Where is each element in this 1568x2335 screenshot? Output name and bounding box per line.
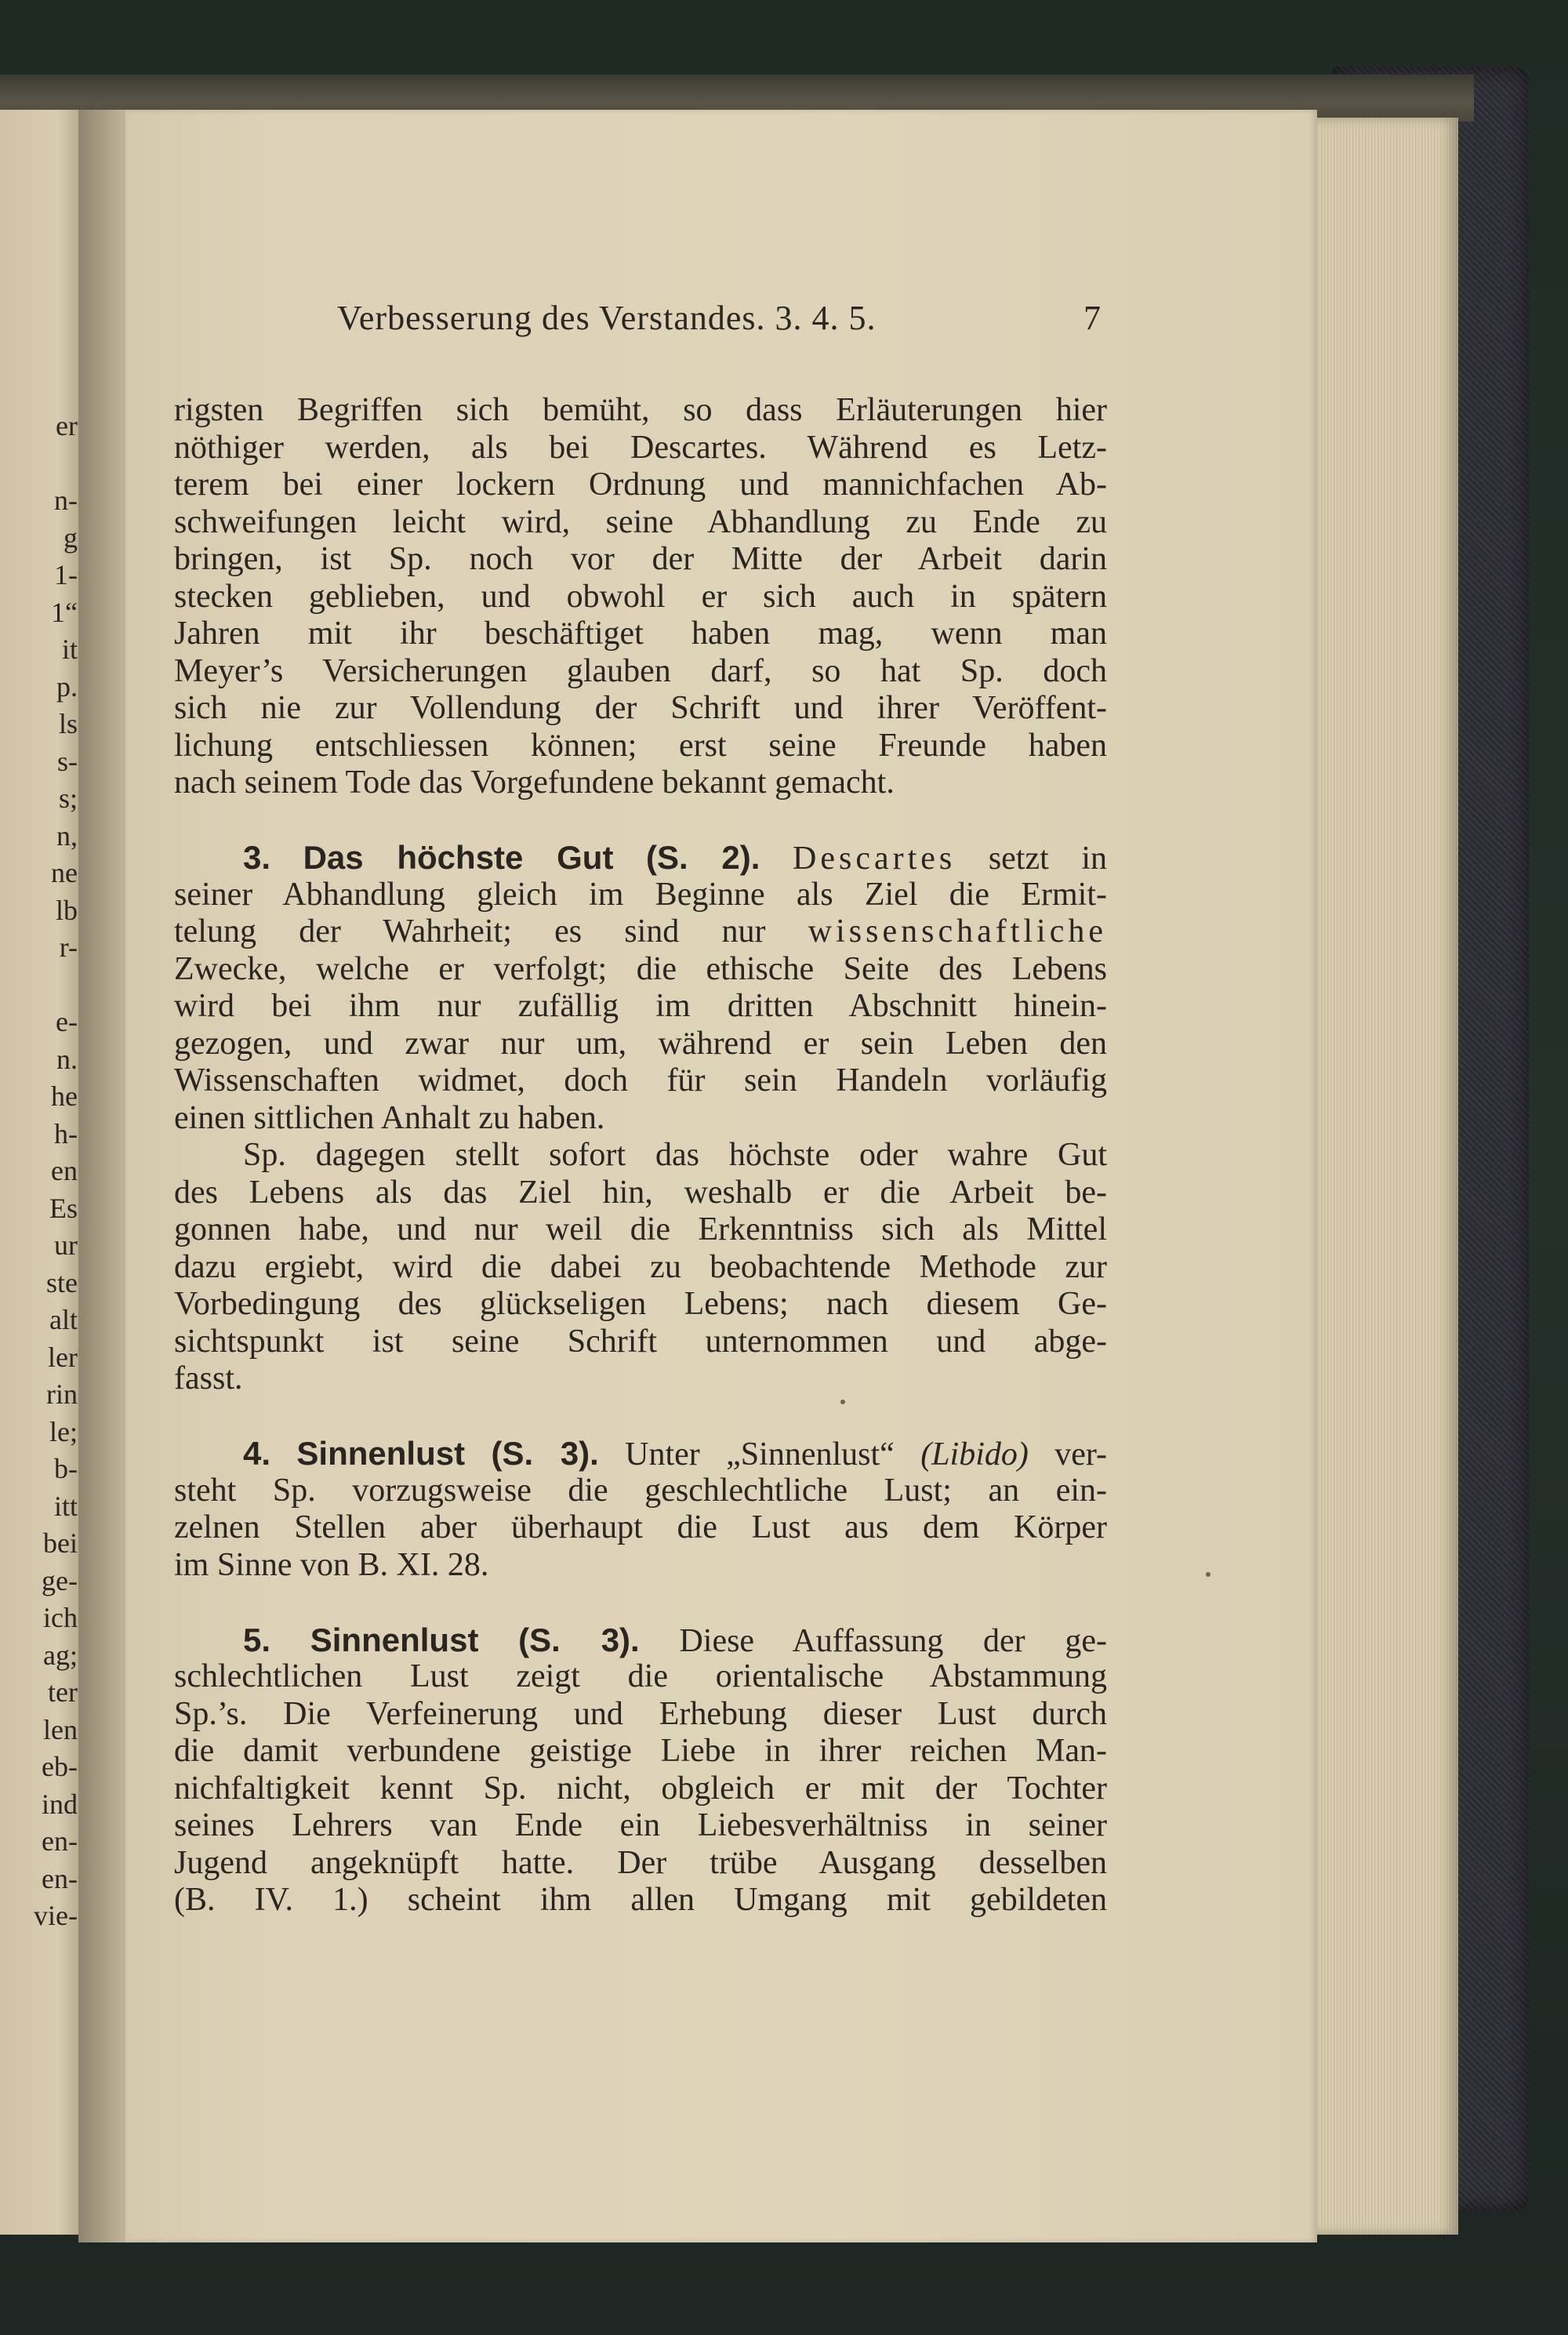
text-line: bringen, ist Sp. noch vor der Mitte der Arbeit darin [174, 541, 1107, 577]
section-3-line-part: telung der Wahrheit; es sind nur [174, 913, 766, 950]
text-line: Sp. dagegen stellt sofort das höchste oder wahre Gut [243, 1137, 1107, 1173]
section-4-lines [174, 1473, 1107, 1585]
left-page [0, 110, 82, 2235]
left-page-fragment: Es [49, 1192, 78, 1224]
left-page-fragment: er [56, 410, 78, 441]
left-page-fragment: ler [48, 1341, 78, 1373]
left-page-fragment: en- [42, 1862, 78, 1894]
left-page-fragment: ter [48, 1676, 78, 1708]
text-line: Sp.’s. Die Verfeinerung und Erhebung dieser Lust durch [174, 1695, 1107, 1732]
text-line: rigsten Begriffen sich bemüht, so dass Erläuterungen hier [174, 392, 1107, 428]
section-3-line: gezogen, und zwar nur um, während er sein Leben den [174, 1025, 1107, 1062]
left-page-fragment: len [43, 1713, 78, 1745]
left-page-fragment: n. [56, 1043, 78, 1075]
left-page-fragment: en [51, 1155, 78, 1186]
left-page-fragment: vie- [34, 1900, 78, 1931]
text-line: nöthiger werden, als bei Descartes. Während es Letz- [174, 429, 1107, 466]
section-5-first-rest: Diese Auffassung der ge- [679, 1622, 1108, 1659]
left-page-fragment: ich [43, 1602, 78, 1633]
left-page-fragment [15, 967, 78, 1004]
section-5-lines [174, 1658, 1107, 1919]
section-3-line: Zwecke, welche er verfolgt; die ethische Seite des Lebens [174, 950, 1107, 987]
left-page-fragment: n- [54, 485, 78, 516]
page-number: 7 [1083, 299, 1102, 337]
section-3-line: einen sittlichen Anhalt zu haben. [174, 1099, 605, 1136]
left-page-fragment: ag; [43, 1639, 78, 1671]
left-page-fragment: bei [43, 1527, 78, 1559]
text-line: zelnen Stellen aber überhaupt die Lust aus dem Körper [174, 1509, 1107, 1545]
running-head-title: Verbesserung des Verstandes. 3. 4. 5. [337, 299, 877, 337]
left-page-fragment: en- [42, 1825, 78, 1857]
left-page-fragment: ind [41, 1788, 78, 1820]
left-page-fragment: ge- [42, 1564, 78, 1596]
section-3-line: seiner Abhandlung gleich im Beginne als Ziel die Ermit- [174, 876, 1107, 913]
left-page-fragment: alt [49, 1304, 78, 1335]
text-line: Jugend angeknüpft hatte. Der trübe Ausgang desselben [174, 1844, 1107, 1881]
section-5-first-line [174, 1621, 1107, 1659]
text-line: nach seinem Tode das Vorgefundene bekannt gemacht. [174, 764, 895, 801]
section-5-number: 5. [243, 1621, 271, 1658]
text-line: schlechtlichen Lust zeigt die orientalische Abstammung [174, 1658, 1107, 1694]
section-3-ref: (S. 2). [646, 839, 760, 876]
text-line: sich nie zur Vollendung der Schrift und ihrer Veröffent- [174, 690, 1107, 726]
section-3-line: wird bei ihm nur zufällig im dritten Abschnitt hinein- [174, 988, 1107, 1024]
text-line: Vorbedingung des glückseligen Lebens; nach diesem Ge- [174, 1286, 1107, 1322]
text-line: steht Sp. vorzugsweise die geschlechtliche Lust; an ein- [174, 1472, 1107, 1509]
left-page-fragment: g [64, 521, 78, 554]
left-page-fragment: he [51, 1080, 78, 1112]
section-3-first-line [174, 839, 1107, 877]
left-page-fragment: itt [53, 1490, 78, 1522]
text-line: gonnen habe, und nur weil die Erkenntniss sich als Mittel [174, 1211, 1107, 1247]
body-text [174, 392, 1107, 1919]
text-line: des Lebens als das Ziel hin, weshalb er die Arbeit be- [174, 1174, 1107, 1211]
section-3-paragraph-2 [174, 1137, 1107, 1398]
text-line: lichung entschliessen können; erst seine Freunde haben [174, 727, 1107, 764]
left-page-fragment: r- [59, 931, 78, 963]
text-line: im Sinne von B. XI. 28. [174, 1546, 489, 1583]
left-page-fragment: 1- [54, 559, 78, 590]
left-page-text-fragments [15, 408, 78, 1935]
section-4 [174, 1435, 1107, 1584]
section-5-heading: Sinnenlust [310, 1621, 479, 1658]
left-page-fragment: rin [46, 1378, 78, 1410]
left-page-fragment: ste [46, 1266, 78, 1298]
text-line: Jahren mit ihr beschäftiget haben mag, wenn man [174, 616, 1107, 652]
section-4-number: 4. [243, 1435, 271, 1472]
text-line: terem bei einer lockern Ordnung und mannichfachen Ab- [174, 467, 1107, 503]
section-3-number: 3. [243, 839, 271, 876]
section-3 [174, 839, 1107, 1398]
section-3-line-spaced [174, 913, 1107, 951]
left-page-fragment: ls [58, 708, 78, 739]
left-page-fragment: ne [51, 857, 78, 888]
paper-speck [840, 1400, 845, 1404]
left-page-fragment [15, 445, 78, 483]
left-page-fragment: le; [49, 1415, 78, 1447]
paper-speck [1206, 1572, 1210, 1577]
left-page-fragment: lb [55, 894, 78, 926]
text-line: fasst. [174, 1360, 243, 1396]
left-page-fragment: p. [56, 670, 78, 703]
section-4-heading: Sinnenlust [296, 1435, 466, 1472]
text-line: sichtspunkt ist seine Schrift unternommen und abge- [174, 1323, 1107, 1360]
section-3-line: Wissenschaften widmet, doch für sein Handeln vorläufig [174, 1062, 1107, 1099]
section-5 [174, 1621, 1107, 1919]
text-line: nichfaltigkeit kennt Sp. nicht, obgleich er mit der Tochter [174, 1770, 1107, 1807]
section-5-ref: (S. 3). [518, 1621, 640, 1658]
text-line: dazu ergiebt, wird die dabei zu beobachtende Methode zur [174, 1248, 1107, 1285]
left-page-fragment: n, [56, 819, 78, 852]
left-page-fragment: eb- [42, 1751, 78, 1782]
section-4-first-a: Unter „Sinnenlust“ [625, 1436, 895, 1473]
left-page-fragment: e- [56, 1006, 78, 1037]
text-line: (B. IV. 1.) scheint ihm allen Umgang mit gebildeten [174, 1882, 1107, 1918]
text-line: stecken geblieben, und obwohl er sich auch in spätern [174, 578, 1107, 615]
section-3-first-rest: setzt in [988, 841, 1108, 877]
section-4-ref: (S. 3). [491, 1435, 599, 1472]
left-page-fragment: b- [54, 1453, 78, 1484]
text-line: Meyer’s Versicherungen glauben darf, so hat Sp. doch [174, 652, 1107, 689]
left-page-fragment: h- [54, 1117, 78, 1149]
intro-paragraph [174, 392, 1107, 802]
left-page-fragment: s- [57, 745, 78, 777]
section-4-first-line [174, 1435, 1107, 1473]
running-head [337, 298, 1121, 345]
page-edges [1301, 118, 1458, 2235]
left-page-fragment: ur [54, 1229, 78, 1261]
left-page-fragment: 1“ [51, 596, 78, 628]
text-line: seines Lehrers van Ende ein Liebesverhältniss in seiner [174, 1807, 1107, 1843]
section-4-first-b: ver- [1054, 1436, 1108, 1473]
section-3-descartes: Descartes [793, 841, 956, 877]
section-4-first-italic: (Libido) [920, 1436, 1029, 1473]
text-line: schweifungen leicht wird, seine Abhandlung zu Ende zu [174, 503, 1107, 540]
text-line: die damit verbundene geistige Liebe in ihrer reichen Man- [174, 1733, 1107, 1769]
section-3-line-emph: wissenschaftliche [808, 913, 1108, 950]
left-page-fragment: it [61, 634, 78, 665]
section-3-heading: Das höchste Gut [303, 839, 614, 876]
left-page-fragment: s; [58, 783, 78, 814]
